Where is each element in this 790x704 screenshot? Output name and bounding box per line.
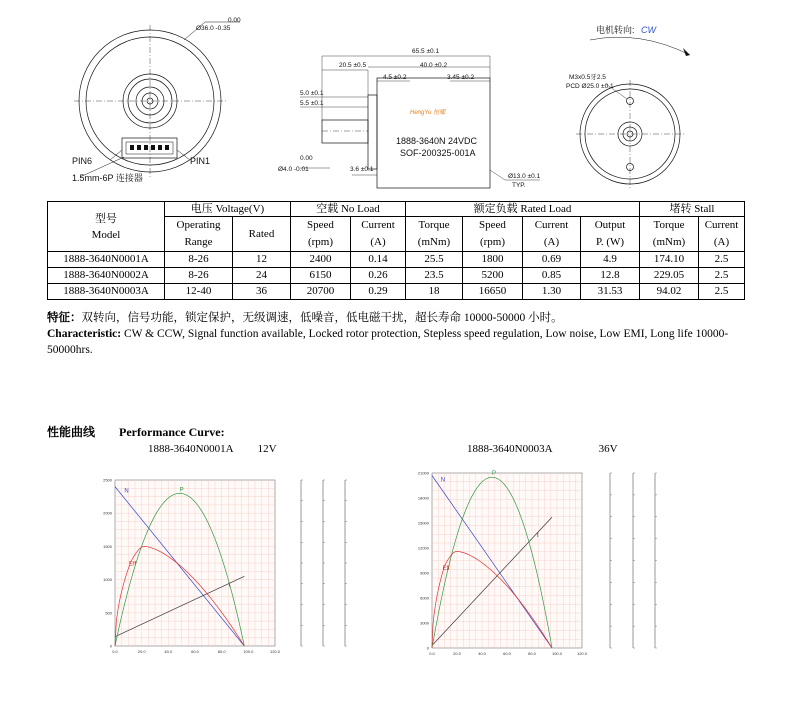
rotation-value: CW (641, 25, 656, 35)
y-tick-label: 0 (109, 643, 112, 649)
hengyu-logo: HengYu 恒耀 (410, 110, 446, 116)
shaft-tol-upper: 0.00 (300, 155, 313, 162)
x-tick-label: 0.0 (112, 649, 118, 654)
y-tick-label: 2000 (103, 510, 112, 516)
chart1-caption: 1888-3640N0001A 12V (148, 443, 277, 455)
series-label-eff: Eff (442, 565, 450, 572)
rotation-label: 电机转向: (596, 25, 635, 35)
side-dim-3-6: 3.6 ±0.1 (350, 166, 374, 173)
header-rated-current: Current (A) (523, 217, 581, 252)
table-row: 1888-3640N0001A 8-26 12 2400 0.14 25.5 1800 0.69 4.9 174.10 2.5 (48, 252, 745, 268)
x-tick-label: 40.0 (478, 651, 486, 656)
x-tick-label: 60.0 (503, 651, 511, 656)
performance-chart-36v (415, 463, 680, 670)
y-tick-label: 500 (105, 610, 112, 616)
side-dim-5-0: 5.0 ±0.1 (300, 90, 324, 97)
side-dim-4-5: 4.5 ±0.2 (383, 74, 407, 81)
shaft-diameter: Ø4.0 -0.01 (278, 166, 309, 173)
x-tick-label: 80.0 (217, 649, 226, 654)
header-stall-current: Current (A) (699, 217, 745, 252)
pcd-spec: PCD Ø25.0 ±0.1 (566, 83, 614, 90)
side-overall-length: 65.5 ±0.1 (412, 48, 440, 55)
series-label-n: N (440, 477, 446, 484)
technical-drawings (0, 0, 790, 200)
series-label-i: I (537, 532, 539, 539)
series-label-p: P (492, 471, 497, 478)
header-noload-speed: Speed (rpm) (291, 217, 351, 252)
header-operating-range: Operating Range (165, 217, 233, 252)
x-tick-label: 0.0 (429, 651, 435, 656)
x-tick-label: 120.0 (576, 651, 588, 656)
characteristic-cn: 特征：双转向，信号功能，锁定保护，无级调速，低噪音，低电磁干扰，超长寿命 10000-50000 小时。 (47, 312, 563, 324)
table-row: 1888-3640N0003A 12-40 36 20700 0.29 18 16650 1.30 31.53 94.02 2.5 (48, 284, 745, 300)
label-model-voltage: 1888-3640N 24VDC (396, 136, 478, 146)
x-tick-label: 20.0 (453, 651, 461, 656)
y-tick-label: 21000 (417, 470, 429, 476)
pin1-label: PIN1 (190, 156, 211, 166)
side-dim-3-45: 3.45 ±0.2 (447, 74, 475, 81)
header-voltage: 电压 Voltage(V) (165, 202, 291, 217)
performance-title: 性能曲线 Performance Curve: (47, 425, 225, 439)
side-dim-5-5: 5.5 ±0.1 (300, 100, 324, 107)
header-model: 型号 Model (48, 202, 165, 252)
pin6-label: PIN6 (72, 156, 93, 166)
y-tick-label: 1000 (103, 577, 112, 583)
x-tick-label: 60.0 (191, 649, 199, 654)
side-dia-13: Ø13.0 ±0.1 (508, 173, 541, 180)
series-label-i: I (228, 582, 231, 589)
y-tick-label: 0 (426, 645, 429, 651)
typ-label: TYP. (512, 182, 526, 189)
y-tick-label: 3000 (420, 620, 429, 626)
header-rated-output: Output P. (W) (581, 217, 640, 252)
x-tick-label: 80.0 (528, 651, 536, 656)
series-label-n: N (124, 488, 129, 495)
header-stall-torque: Torque (mNm) (640, 217, 699, 252)
x-tick-label: 20.0 (137, 649, 146, 654)
performance-chart-12v (95, 470, 360, 670)
table-row: 1888-3640N0002A 8-26 24 6150 0.26 23.5 5200 0.85 12.8 229.05 2.5 (48, 268, 745, 284)
header-rated-torque: Torque (mNm) (406, 217, 463, 252)
label-serial: SOF-200325-001A (400, 148, 476, 158)
spec-table (47, 201, 745, 300)
front-view-drawing (74, 22, 240, 177)
screw-spec: M3x0.5牙2.5 (569, 74, 606, 81)
header-stall: 堵转 Stall (640, 202, 745, 217)
side-dim-20-5: 20.5 ±0.5 (339, 62, 367, 69)
chart2-caption: 1888-3640N0003A 36V (467, 443, 618, 455)
side-view-drawing (300, 56, 540, 188)
y-tick-label: 9000 (420, 570, 429, 576)
x-tick-label: 100.0 (551, 651, 563, 656)
header-rated-speed: Speed (rpm) (463, 217, 523, 252)
y-tick-label: 6000 (420, 595, 429, 601)
characteristic-en: Characteristic: CW & CCW, Signal function available, Locked rotor protection, Stepless speed regulation, Low noise, Low EMI, Long life 10000-50000hrs. (47, 328, 729, 356)
y-tick-label: 1500 (103, 543, 112, 549)
side-dim-40: 40.0 ±0.2 (420, 62, 448, 69)
front-diameter-label: Ø36.0 -0.35 (196, 25, 231, 32)
y-tick-label: 2500 (103, 477, 112, 483)
series-label-eff: Eff (129, 561, 137, 568)
x-tick-label: 100.0 (243, 649, 254, 654)
x-tick-label: 40.0 (164, 649, 173, 654)
connector-label: 1.5mm-6P 连接器 (72, 173, 143, 183)
header-no-load: 空载 No Load (291, 202, 406, 217)
y-tick-label: 18000 (417, 495, 429, 501)
header-rated-voltage: Rated (233, 217, 291, 252)
front-tol-upper: 0.00 (228, 17, 241, 24)
characteristic-section (47, 310, 747, 358)
header-noload-current: Current (A) (351, 217, 406, 252)
header-rated-load: 额定负载 Rated Load (406, 202, 640, 217)
y-tick-label: 12000 (417, 545, 429, 551)
series-label-p: P (179, 487, 184, 494)
rear-view-drawing (576, 37, 690, 188)
x-tick-label: 120.0 (269, 649, 281, 654)
y-tick-label: 15000 (417, 520, 429, 526)
